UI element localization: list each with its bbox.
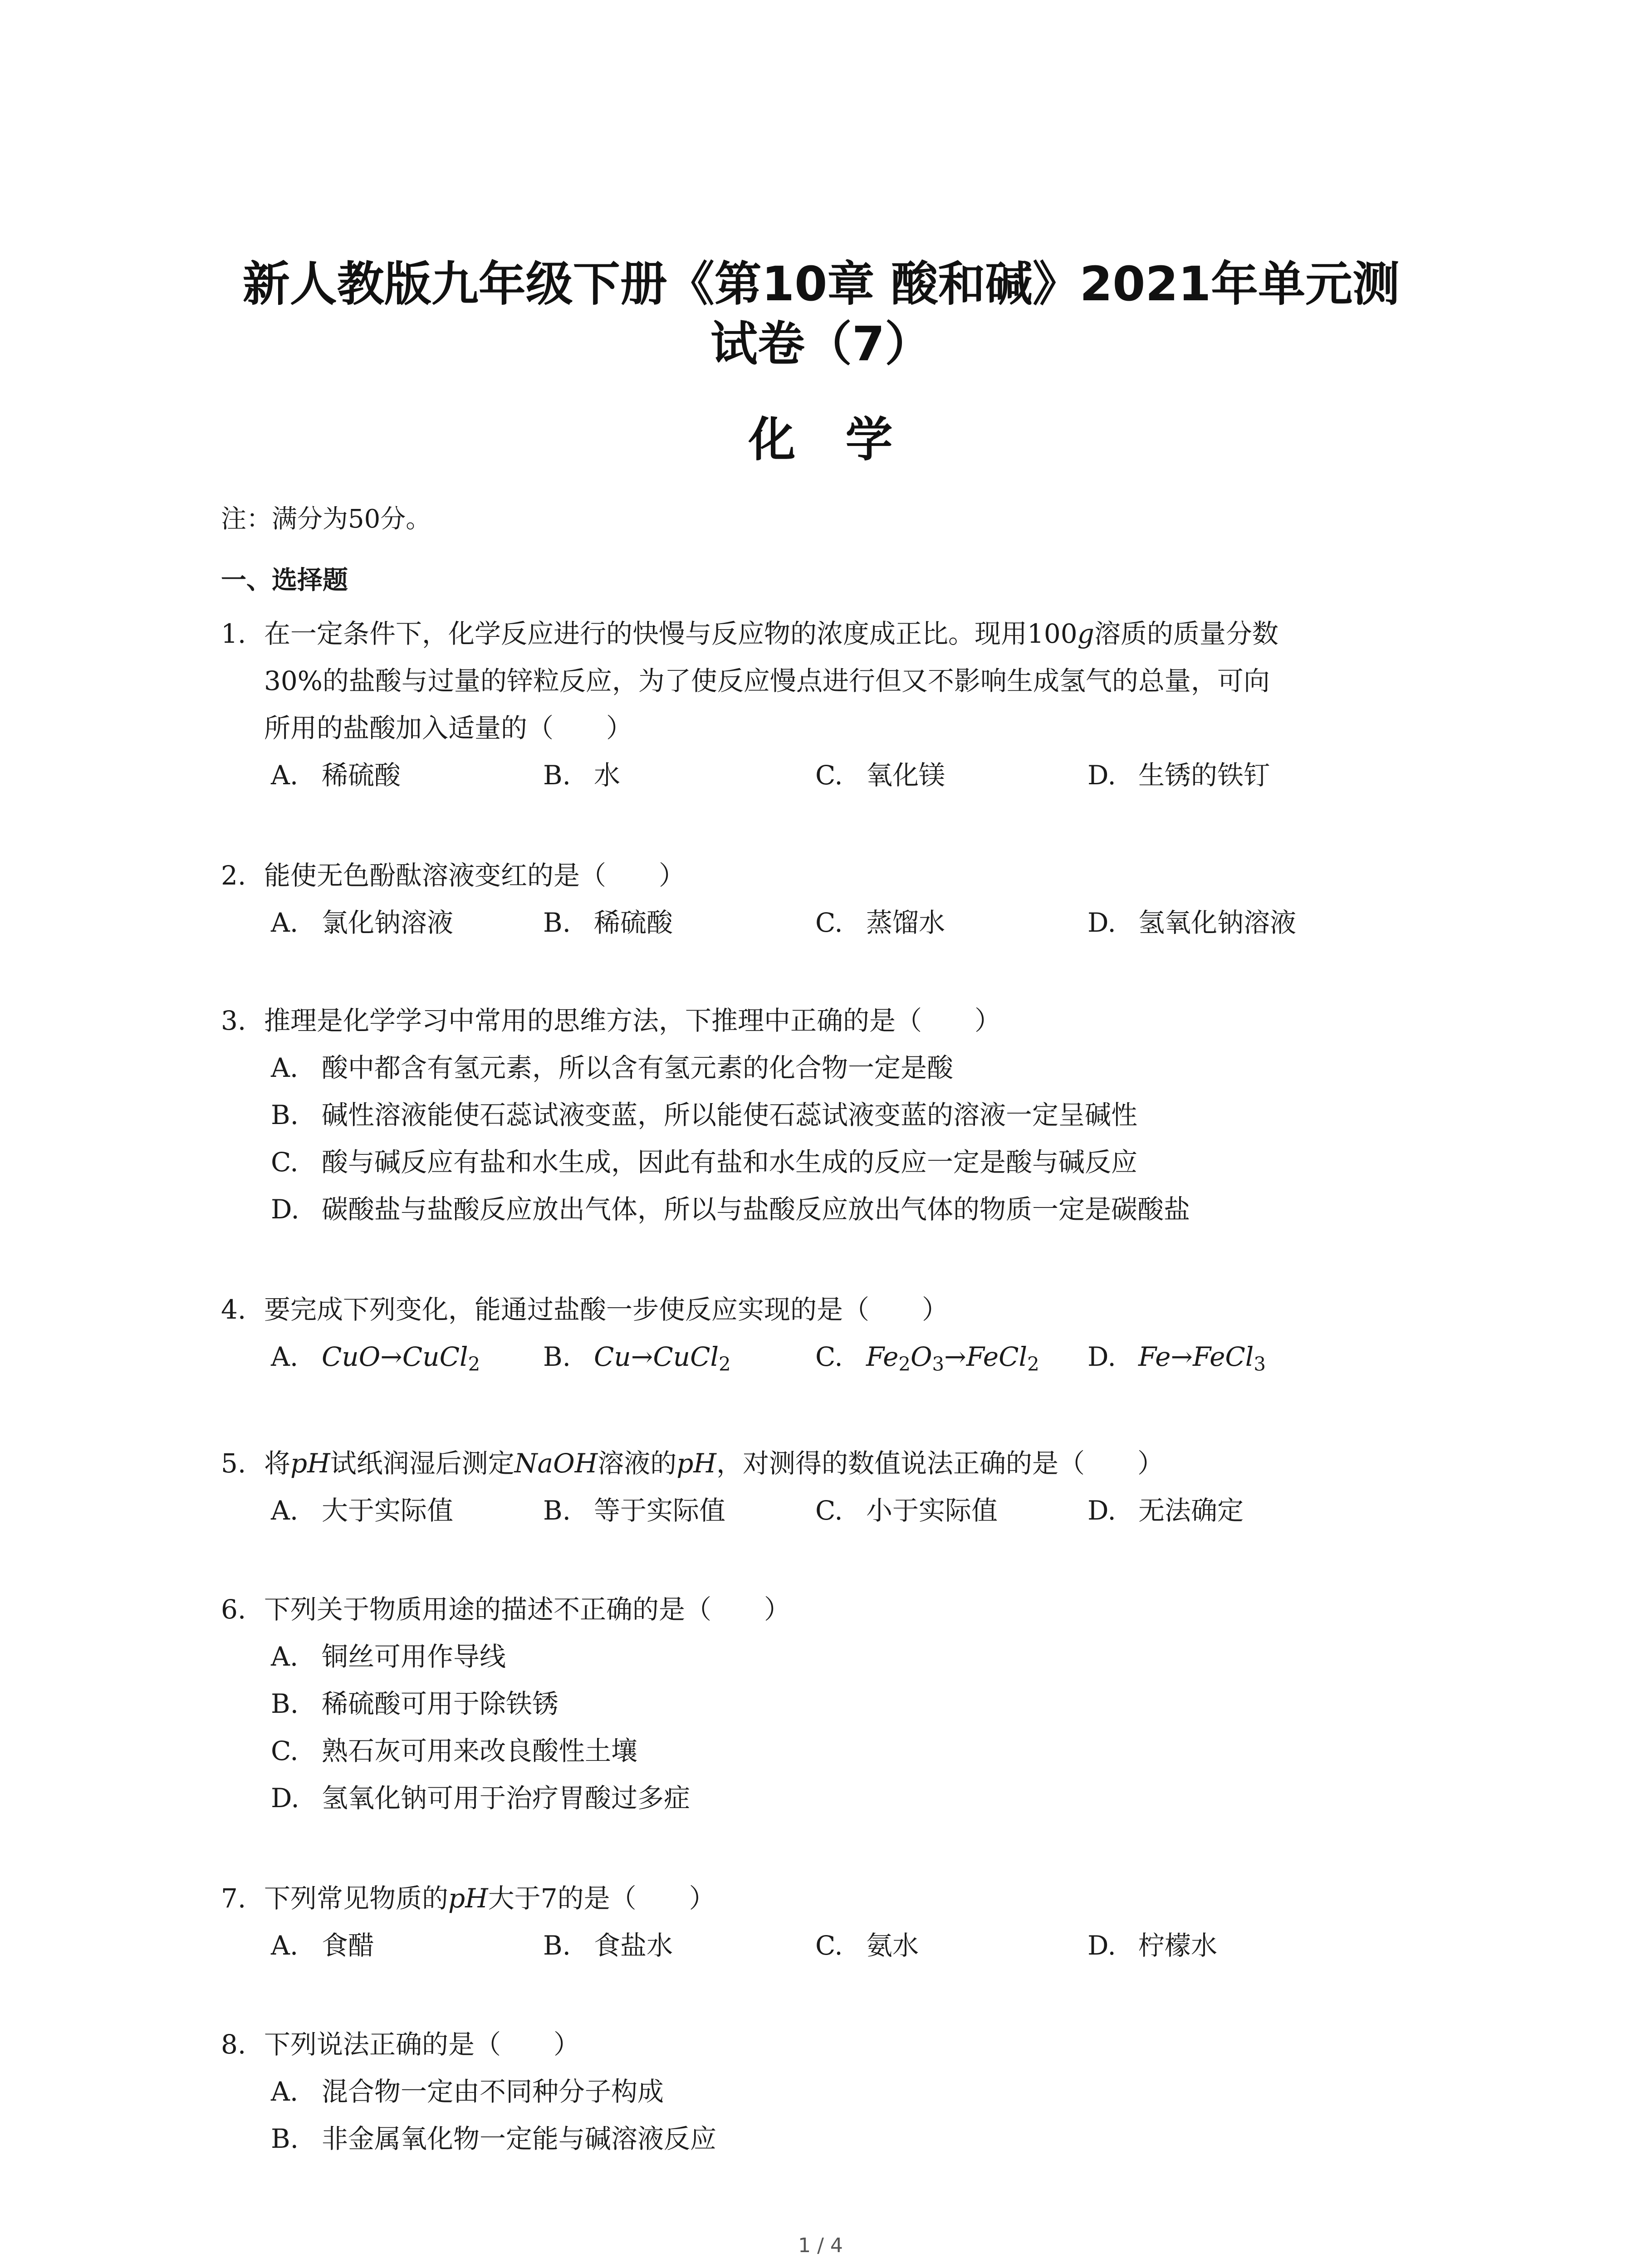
option-c[interactable]: C. 熟石灰可用来改良酸性土壤: [271, 1735, 638, 1766]
question-number: 8.: [221, 2029, 246, 2060]
document-title: [218, 254, 1425, 374]
question-number: 3.: [221, 1005, 246, 1036]
question-1: [221, 610, 1446, 799]
question-stem: 6. 下列关于物质用途的描述不正确的是（ ）: [221, 1586, 1446, 1633]
option-c[interactable]: C. 酸与碱反应有盐和水生成，因此有盐和水生成的反应一定是酸与碱反应: [271, 1147, 1138, 1178]
score-note: 注：满分为50分。: [221, 504, 431, 534]
option-a[interactable]: A. 大于实际值: [271, 1495, 454, 1526]
option-c[interactable]: C. 小于实际值: [815, 1495, 998, 1526]
option-b[interactable]: B. 等于实际值: [543, 1495, 726, 1526]
option-d[interactable]: D. 无法确定: [1087, 1495, 1244, 1526]
option-d[interactable]: D. Fe→FeCl$_3$: [1087, 1341, 1266, 1375]
options: [221, 2068, 1446, 2162]
options: [221, 752, 1446, 799]
option-c[interactable]: C. 氧化镁: [815, 760, 945, 791]
option-b[interactable]: B. 碱性溶液能使石蕊试液变蓝，所以能使石蕊试液变蓝的溶液一定呈碱性: [271, 1100, 1138, 1130]
option-a[interactable]: A. 氯化钠溶液: [271, 907, 454, 938]
option-b[interactable]: B. 食盐水: [543, 1930, 673, 1961]
question-number: 2.: [221, 860, 246, 891]
question-6: [221, 1586, 1446, 1822]
question-stem-line: 所用的盐酸加入适量的（ ）: [264, 713, 633, 743]
formula: Cu→CuCl$_2$: [594, 1341, 731, 1375]
question-4: [221, 1286, 1446, 1380]
question-7: [221, 1875, 1446, 1969]
question-number: 6.: [221, 1594, 246, 1625]
option-d[interactable]: D. 氢氧化钠可用于治疗胃酸过多症: [271, 1783, 691, 1813]
question-number: 1.: [221, 618, 246, 649]
title-line-2: 试卷（7）: [710, 316, 932, 371]
option-a[interactable]: A. 酸中都含有氢元素，所以含有氢元素的化合物一定是酸: [271, 1052, 954, 1083]
option-a[interactable]: A. 混合物一定由不同种分子构成: [271, 2076, 664, 2107]
formula: Fe→FeCl$_3$: [1138, 1341, 1266, 1375]
question-stem: 1. 在一定条件下，化学反应进行的快慢与反应物的浓度成正比。现用100g溶质的质量分数: [221, 610, 1446, 657]
formula: CuO→CuCl$_2$: [322, 1341, 480, 1375]
question-stem: 2. 能使无色酚酞溶液变红的是（ ）: [221, 852, 1446, 899]
option-c[interactable]: C. $Fe_2O_3\to FeCl_2$: [815, 1341, 1039, 1375]
subject-heading: 化学: [748, 412, 943, 467]
option-b[interactable]: B. 水: [543, 760, 621, 791]
option-b[interactable]: B. 非金属氧化物一定能与碱溶液反应: [271, 2123, 717, 2154]
option-b[interactable]: B. 稀硫酸: [543, 907, 673, 938]
option-a[interactable]: A. 铜丝可用作导线: [271, 1641, 506, 1672]
options: [221, 1633, 1446, 1822]
option-a[interactable]: A. 食醋: [271, 1930, 375, 1961]
option-d[interactable]: D. 柠檬水: [1087, 1930, 1218, 1961]
page-number: 1 / 4: [798, 2234, 843, 2257]
option-b[interactable]: B. 稀硫酸可用于除铁锈: [271, 1688, 559, 1719]
question-stem: 3. 推理是化学学习中常用的思维方法，下推理中正确的是（ ）: [221, 997, 1446, 1044]
options: [221, 1044, 1446, 1233]
question-number: 7.: [221, 1883, 246, 1914]
option-a[interactable]: A. 稀硫酸: [271, 760, 401, 791]
question-8: [221, 2021, 1446, 2162]
options: [221, 1487, 1446, 1534]
question-number: 4.: [221, 1294, 246, 1325]
option-c[interactable]: C. 氨水: [815, 1930, 919, 1961]
option-d[interactable]: D. 氢氧化钠溶液: [1087, 907, 1297, 938]
options: [221, 899, 1446, 946]
options: [221, 1922, 1446, 1969]
options: [221, 1333, 1446, 1380]
section-title: 一、选择题: [221, 566, 348, 595]
question-stem: 5. 将pH试纸润湿后测定NaOH溶液的pH，对测得的数值说法正确的是（ ）: [221, 1440, 1446, 1487]
option-d[interactable]: D. 碳酸盐与盐酸反应放出气体，所以与盐酸反应放出气体的物质一定是碳酸盐: [271, 1194, 1190, 1225]
option-c[interactable]: C. 蒸馏水: [815, 907, 945, 938]
option-a[interactable]: A. CuO→CuCl$_2$: [271, 1341, 480, 1375]
title-line-1: 新人教版九年级下册《第10章 酸和碱》2021年单元测: [242, 256, 1400, 312]
question-2: [221, 852, 1446, 946]
option-b[interactable]: B. Cu→CuCl$_2$: [543, 1341, 731, 1375]
question-stem: 8. 下列说法正确的是（ ）: [221, 2021, 1446, 2068]
question-3: [221, 997, 1446, 1233]
question-stem-line: 30%的盐酸与过量的锌粒反应，为了使反应慢点进行但又不影响生成氢气的总量，可向: [264, 665, 1270, 696]
question-number: 5.: [221, 1448, 246, 1479]
formula: $Fe_2O_3\to FeCl_2$: [866, 1341, 1039, 1375]
option-d[interactable]: D. 生锈的铁钉: [1087, 760, 1270, 791]
question-stem: 7. 下列常见物质的pH大于7的是（ ）: [221, 1875, 1446, 1922]
question-5: [221, 1440, 1446, 1534]
question-stem: 4. 要完成下列变化，能通过盐酸一步使反应实现的是（ ）: [221, 1286, 1446, 1333]
